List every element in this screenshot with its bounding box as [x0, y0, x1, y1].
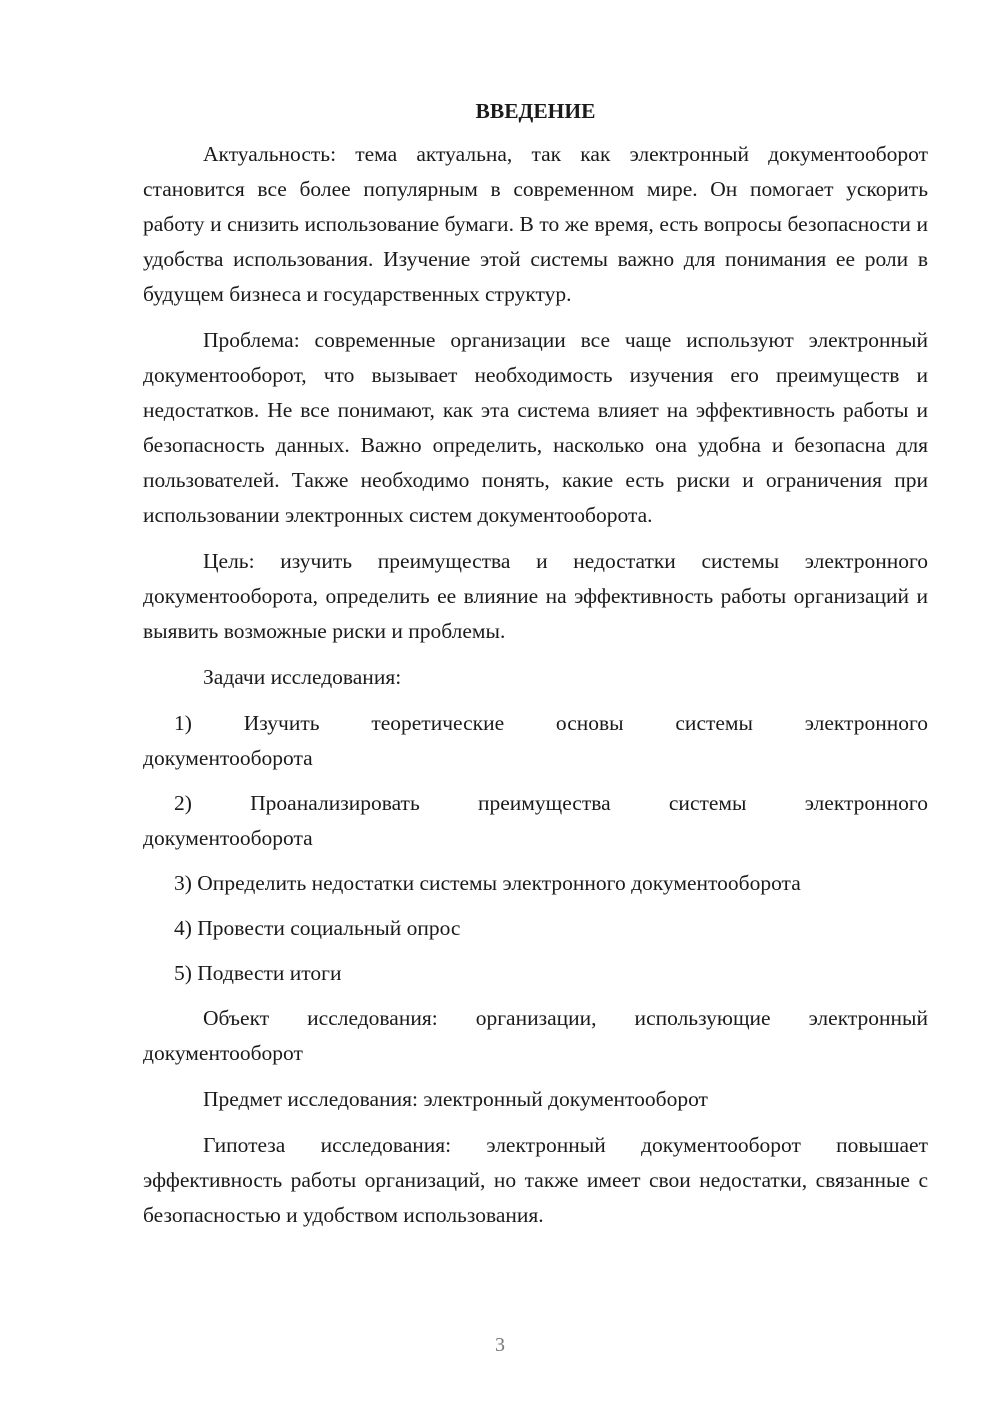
list-item-word: Изучить — [243, 711, 320, 735]
list-item: 3) Определить недостатки системы электронного документооборота — [174, 871, 801, 895]
page-title: ВВЕДЕНИЕ — [475, 99, 596, 123]
page-number: 3 — [495, 1334, 505, 1356]
list-item-word: электронного — [804, 711, 928, 735]
list-item-word: 1) — [174, 711, 192, 735]
document-page — [143, 95, 928, 1244]
list-item-word: Проанализировать — [250, 791, 420, 815]
list-item-continuation: документооборота — [143, 826, 313, 850]
paragraph-relevance: Актуальность: тема актуальна, так как электронный документооборот становится все более популярным в современном мире. Он помогает ускорить работу и снизить использование бумаги. В то же время, есть вопросы безопасности и удобства использования. Изучение этой системы важно для понимания ее роли в будущем бизнеса и государственных структур. — [143, 142, 928, 306]
paragraph-problem: Проблема: современные организации все чаще используют электронный документооборот, что вызывает необходимость изучения его преимуществ и недостатков. Не все понимают, как эта система влияет на эффективность работы и безопасность данных. Важно определить, насколько она удобна и безопасна для пользователей. Также необходимо понять, какие есть риски и ограничения при использовании электронных систем документооборота. — [143, 328, 928, 527]
list-item — [143, 706, 928, 776]
list-item-word: преимущества — [478, 791, 611, 815]
list-item-word: основы — [555, 711, 624, 735]
paragraph-goal: Цель: изучить преимущества и недостатки системы электронного документооборота, определить ее влияние на эффективность работы организаций и выявить возможные риски и проблемы. — [143, 549, 928, 643]
list-item-first-line — [143, 786, 928, 821]
list-item-continuation: документооборота — [143, 746, 313, 770]
list-item-word: системы — [668, 791, 747, 815]
list-item: 4) Провести социальный опрос — [174, 916, 461, 940]
list-item-word: электронного — [804, 791, 928, 815]
list-item-first-line — [143, 706, 928, 741]
list-item: 5) Подвести итоги — [174, 961, 342, 985]
list-item-word: теоретические — [371, 711, 505, 735]
paragraph-object: Объект исследования: организации, использующие электронный документооборот — [143, 1006, 928, 1065]
list-item-word: 2) — [174, 791, 192, 815]
list-item-word: системы — [675, 711, 753, 735]
paragraph-hypothesis: Гипотеза исследования: электронный документооборот повышает эффективность работы организаций, но также имеет свои недостатки, связанные с безопасностью и удобством использования. — [143, 1133, 928, 1227]
paragraph-subject: Предмет исследования: электронный документооборот — [203, 1087, 708, 1111]
list-item — [143, 786, 928, 856]
tasks-heading: Задачи исследования: — [203, 665, 402, 689]
